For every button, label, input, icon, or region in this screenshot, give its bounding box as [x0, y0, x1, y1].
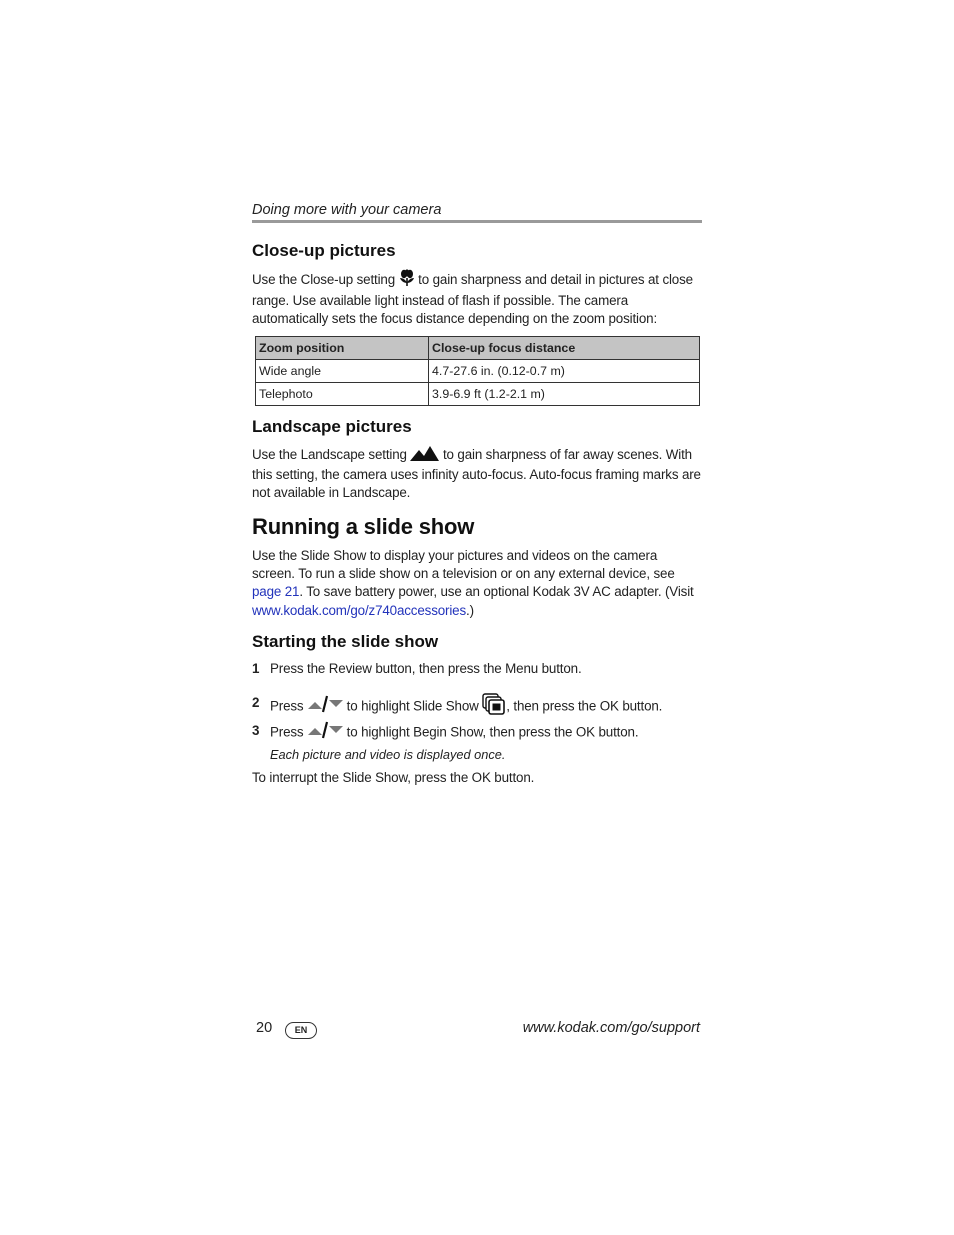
accessories-link[interactable]: www.kodak.com/go/z740accessories	[252, 602, 467, 618]
closeup-paragraph: Use the Close-up setting to gain sharpness and detail in pictures at close range. Use available light instead of flash if possible. The camera automatically sets the focus distance depending on the zoom position:	[252, 269, 702, 329]
step-text: Press the Review button, then press the Menu button.	[270, 661, 582, 676]
table-cell: 4.7-27.6 in. (0.12-0.7 m)	[429, 360, 700, 383]
slide-show-icon	[482, 693, 506, 721]
support-url[interactable]: www.kodak.com/go/support	[522, 1020, 700, 1036]
landscape-paragraph: Use the Landscape setting to gain sharpness of far away scenes. With this setting, the camera uses infinity auto-focus. Auto-focus framing marks are not available in Landscape.	[252, 445, 702, 503]
table-cell: Telephoto	[256, 383, 429, 406]
step-number: 2	[252, 695, 260, 710]
step-number: 3	[252, 723, 260, 738]
closing-text: To interrupt the Slide Show, press the OK button.	[252, 770, 535, 785]
landscape-heading: Landscape pictures	[252, 417, 412, 436]
page-link[interactable]: page 21	[252, 584, 300, 600]
up-down-arrows-icon	[307, 695, 343, 719]
step-3: 3 Press to highlight Begin Show, then press the OK button.	[252, 721, 702, 741]
closeup-heading: Close-up pictures	[252, 241, 396, 260]
page-footer	[252, 1020, 702, 1042]
slideshow-heading: Running a slide show	[252, 514, 475, 539]
up-down-arrows-icon	[307, 721, 343, 745]
table-row	[256, 360, 700, 383]
manual-page	[252, 0, 702, 1235]
step-number: 1	[252, 661, 260, 676]
focus-distance-table	[255, 336, 700, 406]
starting-heading: Starting the slide show	[252, 632, 439, 651]
mountain-landscape-icon	[410, 445, 439, 466]
table-row	[256, 383, 700, 406]
table-cell: Wide angle	[256, 360, 429, 383]
table-cell: 3.9-6.9 ft (1.2-2.1 m)	[429, 383, 700, 406]
step-2: 2 Press to highlight Slide Show , then press the OK button.	[252, 693, 702, 713]
step-note: Each picture and video is displayed once.	[270, 747, 506, 762]
slideshow-paragraph: Use the Slide Show to display your pictures and videos on the camera screen. To run a slide show on a television or on any external device, see page 21. To save battery power, use an optional Kodak 3V AC adapter. (Visit www.kodak.com/go/z740accessories.)	[252, 548, 694, 618]
table-header-row	[256, 337, 700, 360]
page-number: 20	[256, 1020, 273, 1036]
running-header: Doing more with your camera	[252, 202, 702, 223]
flower-macro-icon	[399, 269, 415, 292]
language-badge: EN	[285, 1022, 317, 1039]
table-header-cell: Zoom position	[256, 337, 429, 360]
table-header-cell: Close-up focus distance	[429, 337, 700, 360]
step-1	[252, 659, 702, 679]
